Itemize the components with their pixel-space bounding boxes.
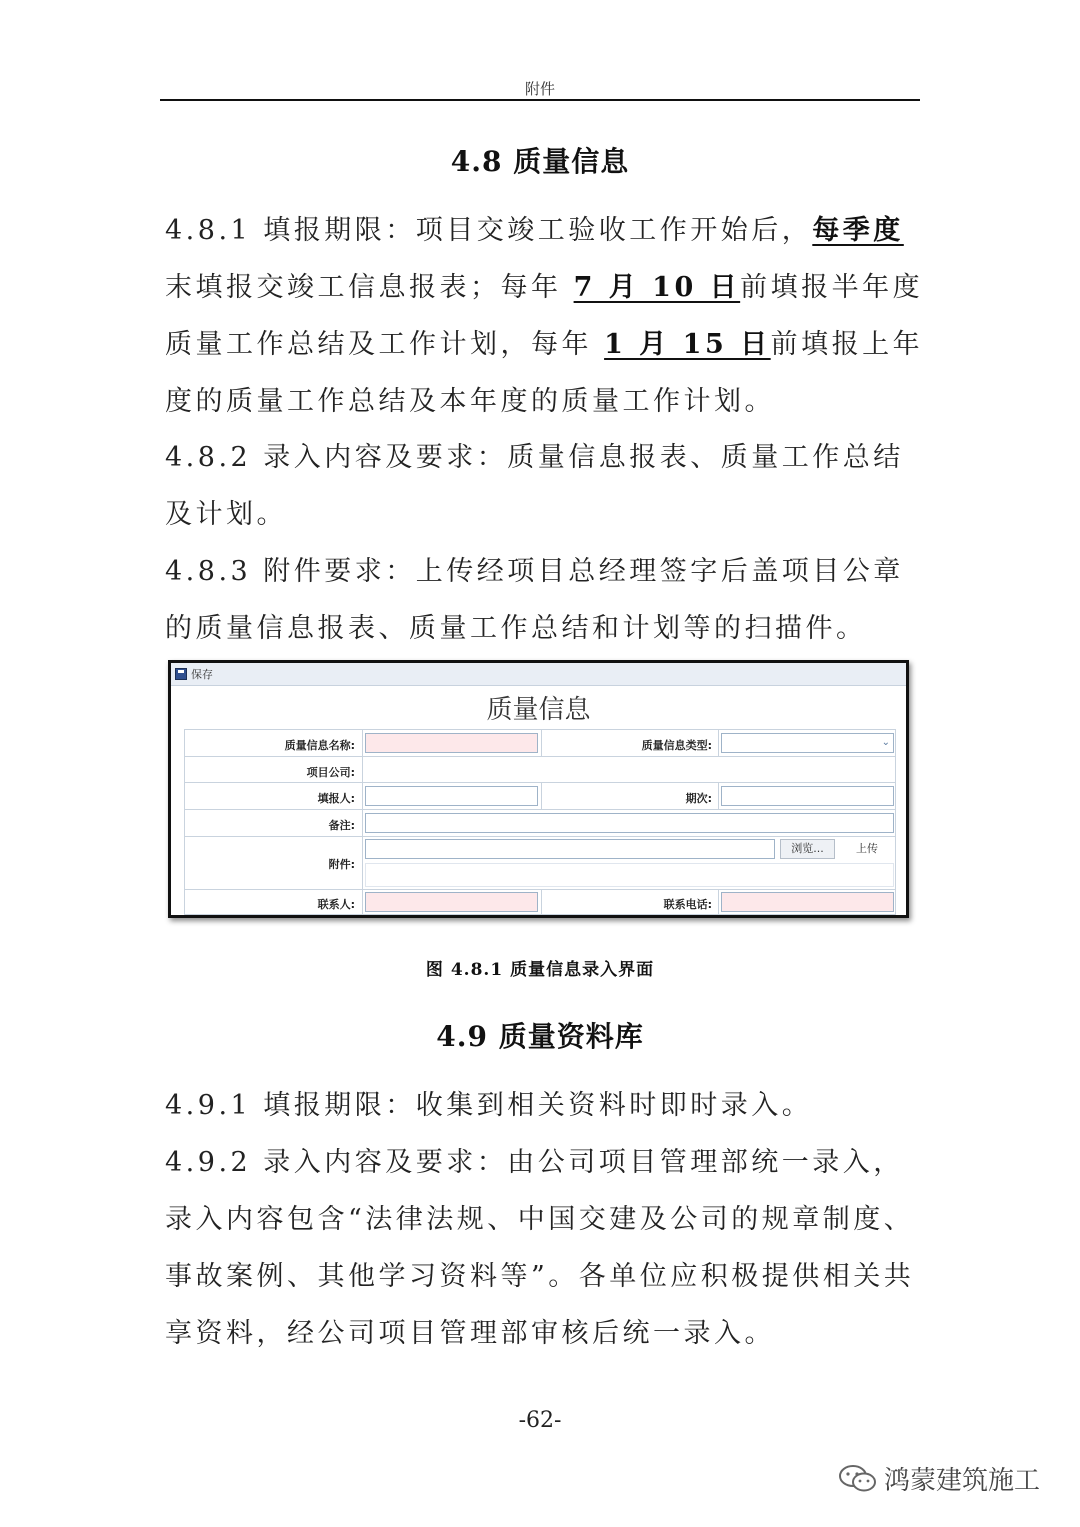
divider (362, 890, 363, 914)
browse-button[interactable]: 浏览... (780, 839, 835, 859)
text-run: 末填报交竣工信息报表；每年 (165, 272, 574, 303)
divider (362, 757, 363, 782)
header-rule (160, 99, 920, 101)
figure-caption: 图 4.8.1 质量信息录入界面 (425, 960, 655, 980)
form-row (184, 783, 896, 810)
paragraph-4-9-1: 4.9.1 填报期限：收集到相关资料时即时录入。 (165, 1090, 813, 1121)
page-number: -62- (518, 1408, 562, 1433)
divider (362, 810, 363, 836)
save-button[interactable] (175, 666, 213, 682)
save-label: 保存 (191, 668, 213, 681)
section-title-4-9: 4.9 质量资料库 (436, 1020, 644, 1053)
watermark-text: 鸿蒙建筑施工 (884, 1466, 1041, 1496)
period-input[interactable] (721, 786, 894, 806)
remark-input[interactable] (365, 813, 894, 833)
divider (362, 783, 363, 809)
save-icon (175, 668, 187, 680)
divider (718, 730, 719, 756)
phone-input[interactable] (721, 892, 894, 912)
form-row (184, 890, 896, 915)
contact-input[interactable] (365, 892, 538, 912)
paragraph-4-8-1 (165, 202, 925, 430)
underlined-date: 1 月 15 日 (604, 329, 771, 360)
reporter-input[interactable] (365, 786, 538, 806)
chevron-down-icon: ⌄ (881, 737, 890, 748)
text-run: 前填报半年度质量工作总结及工作计划，每年 (165, 272, 924, 360)
attachment-list (365, 863, 894, 887)
form-row (184, 837, 896, 890)
phone-label: 联系电话: (663, 898, 712, 911)
text-run: 4.8.1 填报期限：项目交竣工验收工作开始后， (165, 215, 813, 246)
form-title: 质量信息 (486, 695, 591, 725)
form-row (184, 730, 896, 757)
text-run: 前填报上年度的质量工作总结及本年度的质量工作计划。 (165, 329, 924, 417)
paragraph-4-9-2: 4.9.2 录入内容及要求：由公司项目管理部统一录入，录入内容包含“法律法规、中国交建及公司的规章制度、事故案例、其他学习资料等”。各单位应积极提供相关共享资料，经公司项目管理部审核后统一录入。 (165, 1147, 915, 1349)
form-row (184, 757, 896, 783)
underlined-text: 每季度 (812, 215, 904, 246)
upload-button[interactable]: 上传 (840, 839, 894, 859)
page-header: 附件 (524, 80, 555, 98)
section-title-4-8: 4.8 质量信息 (450, 145, 630, 178)
period-label: 期次: (685, 792, 712, 805)
attachment-path-input[interactable] (365, 839, 775, 859)
divider (718, 783, 719, 809)
form-row (184, 810, 896, 837)
type-label: 质量信息类型: (641, 739, 712, 752)
watermark (838, 1460, 1040, 1497)
divider (362, 837, 363, 889)
divider (718, 890, 719, 914)
remark-label: 备注: (328, 819, 355, 832)
divider (362, 730, 363, 756)
wechat-icon (838, 1463, 878, 1495)
paragraph-4-8-3: 4.8.3 附件要求：上传经项目总经理签字后盖项目公章的质量信息报表、质量工作总结和计划等的扫描件。 (165, 556, 904, 644)
form-screenshot (168, 660, 909, 918)
toolbar (171, 663, 906, 686)
name-label: 质量信息名称: (284, 739, 355, 752)
quality-name-input[interactable] (365, 733, 538, 753)
paragraph-4-8-2: 4.8.2 录入内容及要求：质量信息报表、质量工作总结及计划。 (165, 442, 904, 530)
company-label: 项目公司: (306, 766, 355, 779)
form-grid (184, 729, 896, 915)
quality-type-select[interactable] (721, 733, 894, 753)
attachment-label: 附件: (328, 858, 355, 871)
contact-label: 联系人: (317, 898, 355, 911)
reporter-label: 填报人: (317, 792, 355, 805)
underlined-date: 7 月 10 日 (573, 272, 741, 303)
